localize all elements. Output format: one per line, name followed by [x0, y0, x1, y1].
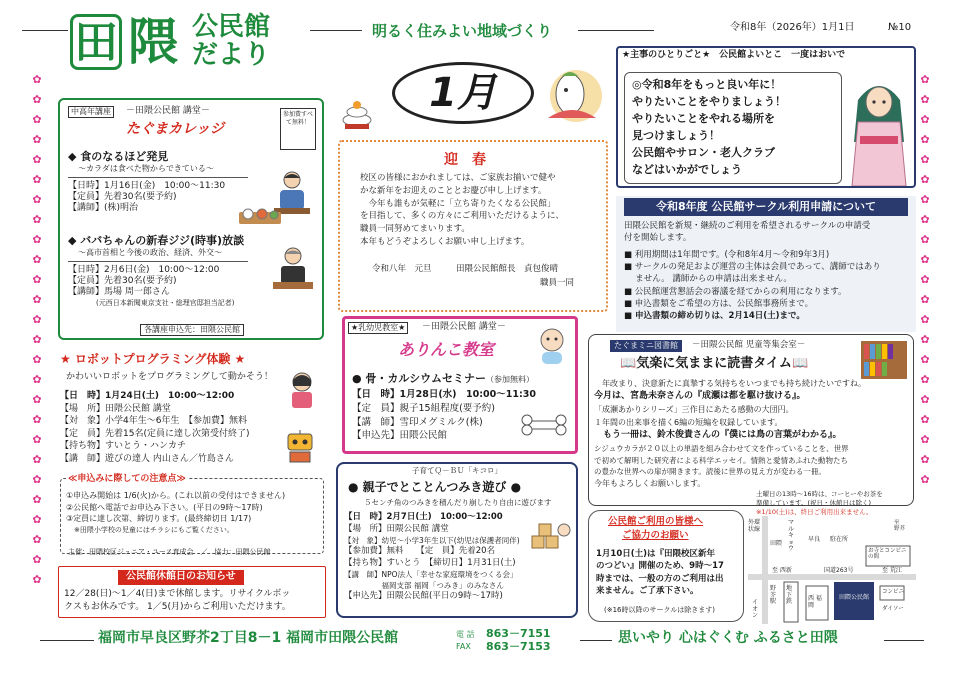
tsumiki-org: 子育てＱ－ＢＵ「キコロ」: [412, 466, 502, 475]
free-badge: 参加費すべて無料！: [280, 108, 316, 150]
map-label-to-arae: 至 荒江: [882, 567, 902, 574]
masthead-title: [70, 14, 182, 70]
issue-number: №10: [888, 22, 912, 33]
circle-item-5: ■ 申込書類をご希望の方は、公民館事務所まで。: [624, 298, 814, 309]
tsumiki-row-apply: 【申込先】田隈公民館(平日の9時～17時): [344, 591, 503, 602]
arinko-seminar: [352, 372, 534, 386]
coffee-note-3: ※1/10(土)は、終日ご利用出来ません。: [756, 507, 873, 516]
footer-tel-label: 電 話: [456, 630, 475, 639]
coffee-note: [756, 490, 916, 516]
lecture-2-teacher-note: (元西日本新聞東京支社・総理官邸担当記者): [96, 298, 235, 307]
book-icon-2: 📖: [791, 356, 809, 371]
library-line-7: で初めて解明した研究者による科学エッセイ。情熱と愛情あふれた動物たち: [594, 455, 848, 465]
header-rule-left: [22, 30, 68, 31]
hitorigoto-line-5: 公民館やサロン・老人クラブ: [632, 146, 775, 160]
journalist-illustration-icon: [270, 244, 316, 290]
library-line-2: 今月は、宮島未奈さんの『成瀬は都を駆け抜ける』。: [594, 391, 806, 402]
robot-row-place: 【場 所】田隈公民館 講堂: [60, 403, 171, 414]
cooperation-title-1: 公民館ご利用の皆様へ: [608, 516, 704, 527]
cooperation-line-2: のつどい』開催のため、9時～17: [596, 561, 724, 572]
flower-vine-right: ✿ ✿ ✿ ✿ ✿ ✿ ✿ ✿ ✿ ✿ ✿ ✿ ✿ ✿ ✿ ✿ ✿ ✿ ✿ ✿ ✿: [920, 73, 930, 486]
hitorigoto-line-2: やりたいことをやりましょう！: [632, 95, 786, 109]
map-label-between: お寺とコンビニの間: [868, 548, 907, 561]
library-line-1: 年改まり、決意新たに真摯する気持ちをいつまでも持ち続けたいですね。: [594, 379, 866, 388]
library-title: [620, 356, 808, 372]
circle-body: [624, 220, 914, 323]
library-line-6: シジュウカラが２０以上の単語を組み合わせて文を作っていることを、世界: [594, 444, 849, 454]
greeting-line-4: を目指して、多くの方々にご利用いただけるように、: [360, 211, 564, 222]
taguma-college-org: －田隈公民館 講堂－: [126, 106, 210, 116]
map-label-nishi-fukuoka: 西 福岡: [808, 595, 822, 609]
greeting-sign-org: 田隈公民館館長 貞包俊晴: [456, 264, 559, 274]
cooperation-title-2: ご協力のお願い: [622, 530, 689, 541]
arinko-seminar-note: （参加無料）: [486, 375, 535, 384]
robot-notices: [66, 490, 322, 535]
tsumiki-row-target: 【対 象】幼児～小学3年生以下(幼児は保護者同伴): [344, 535, 520, 545]
robot-intro: かわいいロボットをプログラミングして動かそう！: [66, 372, 273, 382]
lecture-1-sub: ～カラダは食べた物からできている～: [78, 163, 214, 173]
lecture-2-teacher: 【講師】馬場 周一郎さん: [68, 287, 170, 298]
cooperation-line-4: 来ません。ご了承下さい。: [596, 585, 699, 596]
masthead-subtitle-2: だより: [192, 40, 271, 70]
map-label-noke-station: 野芥駅: [770, 585, 777, 606]
blocks-illustration-icon: [528, 512, 572, 552]
lecture-1-capacity: 【定員】先着30名(要予約): [68, 192, 177, 202]
cooperation-foot: (※16時以降のサークルは除きます): [604, 606, 716, 614]
map-label-route-263: 国道263号: [824, 567, 854, 574]
map-label-taguma: 田隈: [770, 540, 783, 547]
lecture-2-capacity: 【定員】先着30名(要予約): [68, 276, 177, 286]
closed-line-2: クスもお休みです。 1／5(月)からご利用いただけます。: [64, 601, 291, 612]
library-badge: たぐまミニ図書館: [610, 340, 682, 352]
lecture-1-title: ◆ 食のなるほど発見: [68, 150, 169, 163]
robot-notice-title: ≪申込みに際しての注意点≫: [68, 474, 186, 484]
hitorigoto-line-3: やりたいことをやれる場所を: [632, 112, 775, 126]
lecture-2-date: 【日時】2月6日(金) 10:00～12:00: [68, 264, 220, 275]
robot-notice-foot: ※田隈小学校の児童にはチラシにもご覧ください。: [74, 525, 234, 534]
tsumiki-row-fee: 【参加費】無料 【定 員】先着20名: [344, 546, 496, 557]
cooperation-line-1: 1月10日(土)は『田隈校区新年: [596, 549, 716, 559]
robot-notice-1: ①申込み開始は 1/6(火)から。(これ以前の受付はできません): [66, 491, 286, 500]
horse-illustration-icon: [532, 58, 612, 124]
lecture-2-title: ◆ ババちゃんの新春ジジ(時事)放談: [68, 234, 245, 247]
tsumiki-row-teacher: 【講 師】NPO法人「幸せな家庭環境をつくる会」: [344, 570, 518, 580]
robot-title: ★ ロボットプログラミング体験 ★: [60, 352, 246, 366]
month-badge: 1月: [392, 62, 534, 124]
library-title-text: 気楽に気ままに読書タイム: [636, 356, 792, 371]
library-org: －田隈公民館 児童等集会室－: [692, 340, 806, 350]
greeting-sign-staff: 職員一同: [540, 278, 575, 288]
map-label-ring-road: 外環状線: [748, 519, 761, 533]
cooperation-line-3: 時までは、一般の方のご利用は出: [596, 573, 724, 584]
header-rule-mid-right: [578, 30, 654, 31]
map-label-daiso: ダイソー: [882, 606, 904, 612]
kagami-mochi-icon: [340, 96, 374, 130]
coffee-note-1: 土曜日の13時～16時は、コーヒーやお茶を: [756, 490, 883, 498]
access-map: [748, 516, 916, 624]
closed-line-1: 12／28(日)～1／4(日)まで休館します。リサイクルボッ: [64, 589, 291, 599]
circle-item-4: ■ 公民館運営懇話会の審議を経てからの利用になります。: [624, 286, 847, 297]
footer-address: 福岡市早良区野芥2丁目8－1 福岡市田隈公民館: [98, 630, 399, 646]
map-label-aeon: イオン: [752, 599, 759, 620]
tsumiki-row-place: 【場 所】田隈公民館 講堂: [344, 523, 449, 534]
greeting-sign-date: 令和八年 元旦: [372, 264, 432, 274]
baby-illustration-icon: [534, 326, 570, 366]
masthead-subtitle-1: 公民館: [192, 12, 271, 42]
closed-text: [64, 588, 291, 613]
arinko-seminar-title: ● 骨・カルシウムセミナー: [352, 372, 487, 385]
greeting-line-1: 校区の皆様におかれましては、ご家族お揃いで健や: [360, 173, 556, 183]
footer-rule-mid: [580, 640, 612, 641]
map-label-marukyo: マルキョウ: [788, 519, 795, 553]
tsumiki-row-teacher-2: 福岡支部 福岡「つみき」のみなさん: [344, 580, 504, 590]
library-line-4: １年間の出来事を描く6編の短編を収録しています。: [594, 417, 783, 427]
robot-row-target: 【対 象】小学4年生～6年生 【参加費】無料: [60, 416, 247, 427]
circle-item-6: ■ 申込書類の締め切りは、2月14日(土)まで。: [624, 311, 805, 322]
map-label-subway: 地下鉄: [786, 585, 793, 606]
lecture-2-sub: ～高市首相と今後の政治、経済、外交～: [78, 247, 222, 257]
robot-illustration-icon: [280, 430, 320, 466]
hitorigoto-line-1: ◎令和8年をもっと良い年に！: [632, 78, 782, 91]
flower-vine-left: ✿ ✿ ✿ ✿ ✿ ✿ ✿ ✿ ✿ ✿ ✿ ✿ ✿ ✿ ✿ ✿ ✿ ✿ ✿ ✿ ✿ ✿ ✿ ✿ ✿ ✿: [32, 73, 42, 586]
map-label-to-nishijin: 至 西新: [772, 567, 792, 574]
map-label-to-noke: 至 野芥: [894, 520, 906, 533]
hitorigoto-body: [632, 76, 842, 178]
masthead-char-2: 隈: [128, 12, 178, 71]
arinko-row-apply: 【申込先】田隈公民館: [352, 430, 448, 442]
robot-host: 主催：田隈校区ジュニア・ユース育成会 ／ 協力：田隈公民館: [68, 548, 271, 556]
circle-item-1: ■ 利用期間は1年間です。(令和8年4月～令和9年3月): [624, 249, 830, 260]
lecture-1-date: 【日時】1月16日(金) 10:00～11:30: [68, 180, 226, 191]
hitorigoto-line-6: などはいかがでしょう: [632, 163, 742, 177]
robot-row-date: 【日 時】1月24日(土) 10:00～12:00: [60, 391, 235, 401]
bookshelf-illustration-icon: [860, 340, 908, 380]
slogan: 明るく住みよい地域づくり: [372, 22, 553, 40]
greeting-line-6: 本年もどうぞよろしくお願い申し上げます。: [360, 236, 530, 247]
greeting-title: 迎 春: [444, 152, 486, 168]
footer-fax: 863－7153: [486, 640, 551, 653]
robot-notice-3: ③定員に達し次第、締切ります。(最終締切日 1/17): [66, 514, 252, 524]
library-line-9: 今年もよろしくお願いします。: [594, 478, 706, 488]
circle-item-3: ません。 講師からの申請は出来ません。: [624, 274, 792, 285]
robot-notice-2: ②公民館へ電話でお申込み下さい。(平日の9時～17時): [66, 502, 263, 512]
robot-row-items: 【持ち物】すいとう・ハンカチ: [60, 441, 187, 452]
robot-row-teacher: 【講 師】遊びの達人 内山さん／竹島さん: [60, 453, 234, 464]
circle-intro-1: 田隈公民館を新規・継続のご利用を希望されるサークルの申請受: [624, 221, 871, 231]
header-rule-mid-left: [310, 30, 362, 31]
greeting-body: [360, 172, 596, 249]
robot-row-capacity: 【定 員】先着15名(定員に達し次第受付終了): [60, 428, 250, 439]
cooperation-body: [596, 548, 742, 597]
book-icon: 📖: [620, 356, 637, 371]
taguma-college-apply: 各講座申込先：田隈公民館: [140, 324, 244, 336]
footer-tel: 863－7151: [486, 627, 551, 640]
masthead-char-1: 田: [70, 14, 122, 70]
footer-fax-label: FAX: [456, 642, 471, 651]
taguma-college-badge: 中高年講座: [68, 106, 114, 118]
circle-item-2: ■ サークルの発足および運営の主体は会員であって、講師ではあり: [624, 261, 881, 272]
bone-illustration-icon: [518, 410, 570, 440]
footer-rule-left: [40, 640, 94, 641]
circle-title: 令和8年度 公民館サークル利用申請について: [624, 198, 908, 216]
hitorigoto-line-4: 見つけましょう！: [632, 129, 720, 143]
greeting-line-2: かな新年をお迎えのこととお慶び申し上げます。: [360, 185, 547, 196]
map-label-sawara: 早良: [808, 536, 821, 543]
taguma-college-title: たぐまカレッジ: [126, 121, 224, 137]
coffee-note-2: 準備しています。(祝日・休館日は除く): [756, 498, 872, 507]
circle-intro-2: 付を開始します。: [624, 233, 692, 244]
lecture-1-teacher: 【講師】(株)明治: [68, 203, 139, 214]
greeting-line-3: 今年も誰もが気軽に「立ち寄りたくなる公民館」: [360, 198, 556, 209]
kimono-woman-illustration-icon: [846, 72, 912, 186]
footer-rule-right: [884, 640, 924, 641]
meal-tray-icon: [238, 206, 282, 226]
footer-motto: 思いやり 心はぐくむ ふるさと田隈: [618, 630, 838, 646]
hitorigoto-title: ★主事のひとりごと★ 公民館よいとこ 一度はおいで: [622, 50, 846, 60]
library-line-3: 「成瀬あかりシリーズ」三作目にあたる感動の大団円。: [594, 405, 794, 415]
greeting-line-5: 職員一同努めてまいります。: [360, 224, 470, 234]
issue-date: 令和8年（2026年）1月1日: [730, 22, 855, 33]
arinko-title: ありんこ教室: [398, 340, 495, 359]
arinko-org: －田隈公民館 講堂－: [422, 322, 506, 332]
arinko-row-capacity: 【定 員】親子15組程度(要予約): [352, 402, 496, 414]
map-label-convenience: コンビニ: [882, 589, 905, 595]
tsumiki-row-date: 【日 時】2月7日(土) 10:00～12:00: [344, 512, 503, 522]
arinko-row-teacher: 【講 師】雪印メグミルク(株): [352, 416, 483, 428]
arinko-badge: ★乳幼児教室★: [348, 322, 408, 334]
tsumiki-row-items: 【持ち物】すいとう 【締切日】1月31日(土): [344, 558, 516, 569]
tsumiki-title: ● 親子でとことんつみき遊び ●: [348, 480, 522, 494]
library-line-5: もう一冊は、鈴木俊貴さんの『僕には鳥の言葉がわかる』。: [594, 430, 842, 441]
closed-title: 公民館休館日のお知らせ: [118, 570, 244, 585]
library-body: [594, 378, 912, 490]
robot-girl-illustration-icon: [284, 370, 320, 410]
map-label-kominkan: 田隈公民館: [838, 594, 869, 601]
arinko-row-date: 【日 時】1月28日(水) 10:00～11:30: [352, 389, 536, 400]
tsumiki-sub: ５センチ角のつみきを積んだり崩したり自由に遊びます: [364, 498, 552, 507]
map-label-police: 駐在所: [830, 536, 849, 543]
library-line-8: の豊かな世界への扉が開きます。読後に世界の見え方が変わる一冊。: [594, 467, 826, 477]
